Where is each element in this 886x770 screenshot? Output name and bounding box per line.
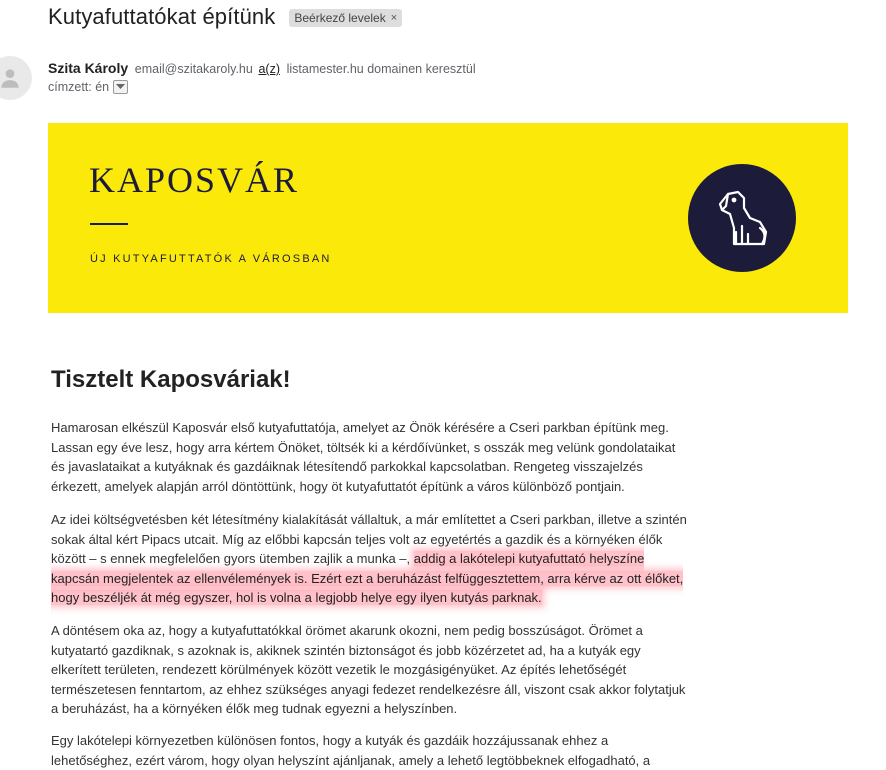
paragraph-1: Hamarosan elkészül Kaposvár első kutyafuttatója, amelyet az Önök kérésére a Cseri parkban építünk meg. Lassan egy éve lesz, hogy arra kértem Önöket, töltsék ki a kérdőívünket, s osszák meg velünk gondolataikat és javaslataikat a kutyáknak és gazdáiknak létesítendő parkokkal kapcsolatban. Rengeteg visszajelzés érkezett, amelyek alapján arról döntöttünk, hogy öt kutyafuttatót építünk a város különböző pontjain.	[51, 420, 676, 494]
paragraph-2	[51, 510, 691, 608]
dog-icon	[714, 188, 770, 248]
recipient-details-dropdown[interactable]	[113, 80, 128, 94]
email-subject: Kutyafuttatókat építünk	[48, 4, 276, 29]
sender-avatar[interactable]	[0, 56, 32, 100]
subject-row	[48, 4, 402, 30]
recipient-row	[48, 80, 128, 94]
paragraph-2-text: Az idei költségvetésben két létesítmény kialakítását vállaltuk, a már említettet a Cseri parkban, illetve a szintén sokak által kért Pipacs utcait. Míg az előbbi kapcsán teljes volt az egyetértés a gazdik és a környéken élők között – s ennek megfelelően gyors ütemben zajlik a munka –,	[51, 512, 687, 566]
via-domain-text: listamester.hu domainen keresztül	[286, 62, 476, 76]
paragraph-3: A döntésem oka az, hogy a kutyafuttatókkal örömet akarunk okozni, nem pedig bosszúságot. Örömet a kutyatartó gazdiknak, s azoknak is, akiknek szintén biztonságot és jobb közérzetet ad, ha a kutyák egy elkerített területen, rendezett körülmények között vezetik le mozgásigényüket. Az építés lehetőségét természetesen fenntartom, az ehhez szükséges anyagi fedezet rendelkezésre áll, viszont csak akkor folytatjuk a beruházást, ha a környéken élők meg tudnak egyezni a helyszínben.	[51, 623, 686, 716]
remove-label-button[interactable]: ×	[390, 12, 398, 24]
paragraph-2-highlight: addig a lakótelepi kutyafuttató helyszíne kapcsán megjelentek az ellenvélemények is. Ezért ezt a beruházást felfüggesztettem, arra kérve az ott élőket, hogy beszéljék át még egyszer, hol is volna a legjobb helye egy ilyen kutyás parknak.	[51, 551, 684, 605]
sender-row	[48, 60, 476, 76]
banner-subtitle: ÚJ KUTYAFUTTATÓK A VÁROSBAN	[90, 253, 332, 265]
person-icon	[0, 65, 23, 91]
greeting-heading: Tisztelt Kaposváriak!	[51, 366, 291, 393]
dog-badge	[688, 164, 796, 272]
inbox-label-chip[interactable]	[289, 9, 402, 27]
sender-email: email@szitakaroly.hu	[134, 62, 253, 76]
banner-divider	[90, 223, 128, 225]
newsletter-banner	[48, 123, 848, 313]
banner-title: KAPOSVÁR	[89, 160, 300, 200]
recipient-text: címzett: én	[48, 80, 110, 94]
sender-name[interactable]: Szita Károly	[48, 60, 129, 76]
inbox-label-text: Beérkező levelek	[294, 11, 386, 25]
paragraph-4: Egy lakótelepi környezetben különösen fontos, hogy a kutyák és gazdáik hozzájussanak ehhez a lehetőséghez, ezért várom, hogy olyan helyszínt ajánljanak, amely a lehető legtöbbeknek elfogadható, a	[51, 733, 651, 768]
chevron-down-icon	[116, 84, 125, 90]
via-link[interactable]: a(z)	[258, 62, 280, 76]
